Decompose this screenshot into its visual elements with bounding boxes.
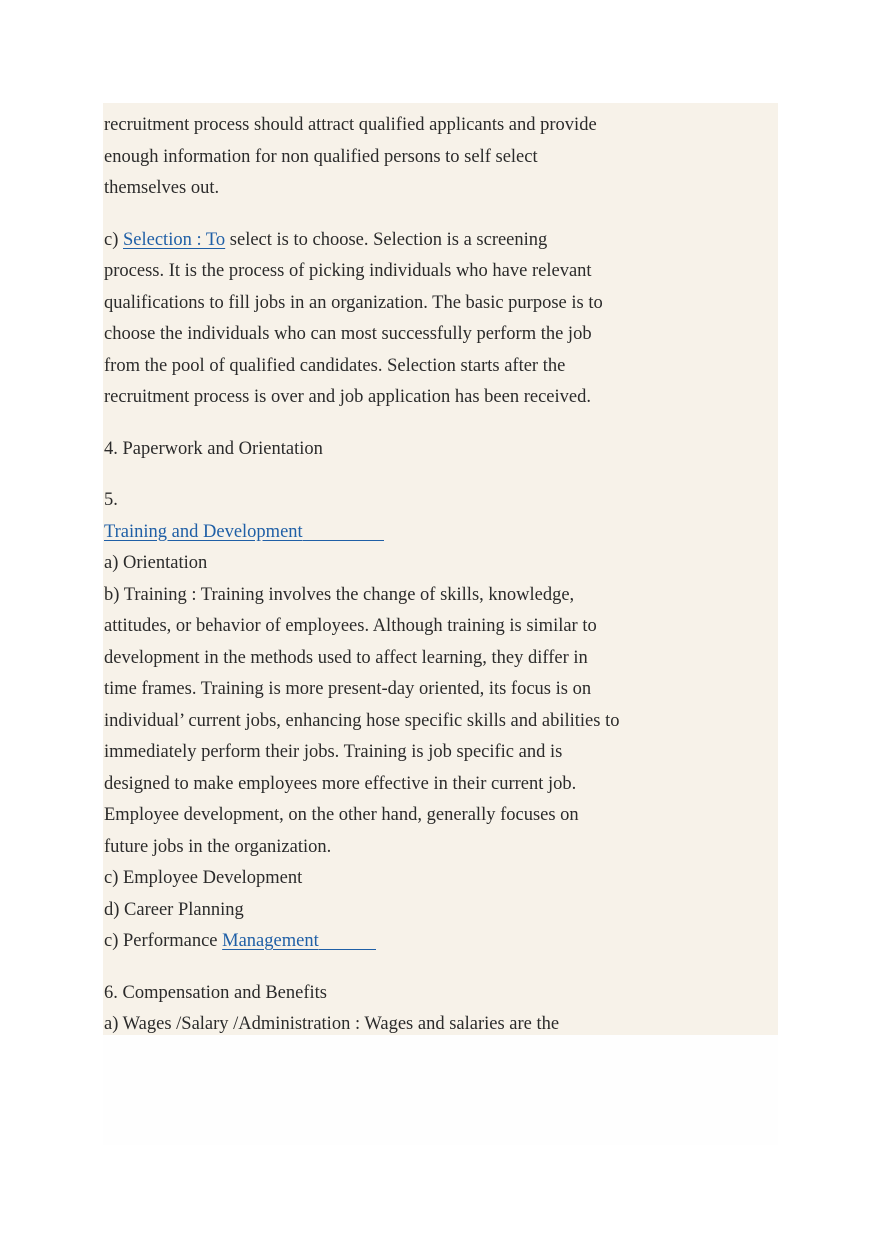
text-line: process. It is the process of picking individuals who have relevant	[104, 261, 592, 281]
link-underline-extension	[319, 948, 376, 950]
list-item-employee-development: c) Employee Development	[104, 868, 303, 888]
text-line: Employee development, on the other hand, generally focuses on	[104, 805, 579, 825]
list-item-performance	[104, 926, 724, 958]
section-6	[104, 978, 724, 1041]
text-line: recruitment process should attract qualified applicants and provide	[104, 115, 597, 135]
section-5	[104, 485, 724, 958]
intro-paragraph	[104, 110, 724, 205]
text-line: themselves out.	[104, 178, 220, 198]
text-line: future jobs in the organization.	[104, 836, 332, 857]
heading-text: 6. Compensation and Benefits	[104, 982, 327, 1003]
document-body	[104, 110, 724, 1041]
text-line: individual’ current jobs, enhancing hose specific skills and abilities to	[104, 710, 620, 731]
text-line: qualifications to fill jobs in an organization. The basic purpose is to	[104, 292, 603, 313]
selection-paragraph	[104, 225, 724, 414]
text-line: immediately perform their jobs. Training is job specific and is	[104, 742, 563, 762]
section-number: 5.	[104, 490, 118, 510]
page-background-lower	[103, 1035, 778, 1145]
management-link[interactable]: Management	[222, 931, 319, 951]
text-line: time frames. Training is more present-day oriented, its focus is on	[104, 679, 592, 699]
text-line: enough information for non qualified persons to self select	[104, 146, 538, 167]
training-development-link[interactable]: Training and Development	[104, 521, 303, 542]
text-line: b) Training : Training involves the change of skills, knowledge,	[104, 584, 575, 605]
text-line: recruitment process is over and job application has been received.	[104, 387, 591, 407]
text-segment: select is to choose. Selection is a screening	[225, 229, 548, 250]
text-segment: c) Performance	[104, 931, 223, 951]
text-line: from the pool of qualified candidates. Selection starts after the	[104, 355, 566, 376]
text-line: a) Wages /Salary /Administration : Wages and salaries are the	[104, 1014, 560, 1034]
text-line: choose the individuals who can most successfully perform the job	[104, 324, 592, 344]
list-item-career-planning: d) Career Planning	[104, 899, 244, 920]
text-line: designed to make employees more effective in their current job.	[104, 773, 577, 794]
text-line	[104, 225, 724, 257]
text-line: development in the methods used to affect learning, they differ in	[104, 647, 588, 668]
link-underline-extension	[303, 539, 384, 541]
text-line: attitudes, or behavior of employees. Although training is similar to	[104, 616, 597, 636]
heading-text: 4. Paperwork and Orientation	[104, 438, 323, 459]
selection-link[interactable]: Selection : To	[123, 229, 226, 250]
list-marker: c)	[104, 229, 123, 250]
list-item-orientation: a) Orientation	[104, 553, 208, 573]
text-line	[104, 517, 724, 549]
section-4-heading	[104, 434, 724, 466]
